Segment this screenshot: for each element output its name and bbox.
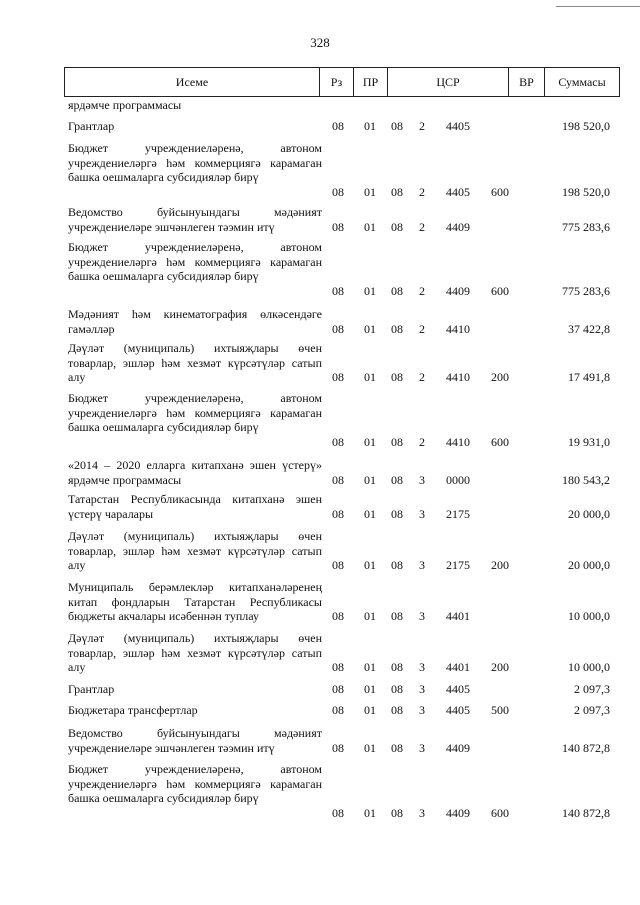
row-c2: 2: [419, 435, 425, 449]
row-pr: 01: [364, 220, 376, 234]
row-sum: 17 491,8: [568, 370, 610, 384]
row-c2: 3: [419, 682, 425, 696]
row-pr: 01: [364, 119, 376, 133]
row-rz: 08: [332, 284, 344, 298]
page-number: 328: [310, 35, 330, 50]
row-sum: 198 520,0: [562, 119, 610, 133]
table-row: [0, 762, 640, 820]
row-c1: 08: [391, 660, 403, 674]
table-row: [0, 726, 640, 755]
row-c1: 08: [391, 703, 403, 717]
table-row: [0, 682, 640, 696]
row-pr: 01: [364, 473, 376, 487]
row-rz: 08: [332, 185, 344, 199]
row-rz: 08: [332, 660, 344, 674]
row-rz: 08: [332, 558, 344, 572]
row-vr: 600: [491, 806, 509, 820]
row-rz: 08: [332, 370, 344, 384]
row-c2: 2: [419, 322, 425, 336]
row-c2: 3: [419, 741, 425, 755]
row-sum: 10 000,0: [568, 660, 610, 674]
table-row: [0, 631, 640, 674]
header-rz: Рз: [320, 68, 354, 96]
table-row: [0, 458, 640, 487]
row-c1: 08: [391, 370, 403, 384]
row-c2: 3: [419, 806, 425, 820]
row-name: Бюджет учреждениеләренә, автоном учреждениеләргә һәм коммерциягә карамаган башка оешмаларга субсидияләр бирү: [68, 762, 322, 805]
row-name: Дәүләт (муниципаль) ихтыяҗлары өчен товарлар, эшләр һәм хезмәт күрсәтүләр сатып алу: [68, 631, 322, 674]
row-name: Ведомство буйсынуындагы мәдәният учреждениеләре эшчәнлеген тәэмин итү: [68, 205, 322, 234]
table-row: [0, 141, 640, 199]
row-sum: 140 872,8: [562, 806, 610, 820]
row-c3: 4401: [446, 609, 470, 623]
table-row: [0, 529, 640, 572]
row-c3: 4410: [446, 322, 470, 336]
header-vr: ВР: [509, 68, 545, 96]
table-row: [0, 703, 640, 717]
row-name: Бюджет учреждениеләренә, автоном учреждениеләргә һәм коммерциягә карамаган башка оешмаларга субсидияләр бирү: [68, 391, 322, 434]
row-c2: 2: [419, 284, 425, 298]
table-row: [0, 119, 640, 133]
row-rz: 08: [332, 473, 344, 487]
row-c1: 08: [391, 185, 403, 199]
row-name: Муниципаль берәмлекләр китапханәләренең китап фондларын Татарстан Республикасы бюджеты акчалары исәбеннән туплау: [68, 580, 322, 623]
row-rz: 08: [332, 609, 344, 623]
header-name: Исеме: [65, 68, 320, 96]
row-c1: 08: [391, 558, 403, 572]
row-sum: 20 000,0: [568, 507, 610, 521]
table-row: [0, 307, 640, 336]
row-c2: 3: [419, 609, 425, 623]
table-row: [0, 205, 640, 234]
table-row: [0, 492, 640, 521]
row-c2: 3: [419, 558, 425, 572]
row-name: Бюджет учреждениеләренә, автоном учреждениеләргә һәм коммерциягә карамаган башка оешмаларга субсидияләр бирү: [68, 141, 322, 184]
row-c1: 08: [391, 609, 403, 623]
table-row: [0, 391, 640, 449]
row-pr: 01: [364, 185, 376, 199]
row-c1: 08: [391, 741, 403, 755]
row-c1: 08: [391, 322, 403, 336]
row-name: Мәдәният һәм кинематография өлкәсендәге гамәлләр: [68, 307, 322, 336]
row-name: Грантлар: [68, 682, 115, 696]
row-c1: 08: [391, 119, 403, 133]
row-c3: 4409: [446, 284, 470, 298]
row-vr: 600: [491, 185, 509, 199]
row-rz: 08: [332, 507, 344, 521]
row-sum: 37 422,8: [568, 322, 610, 336]
row-sum: 20 000,0: [568, 558, 610, 572]
row-c2: 3: [419, 660, 425, 674]
row-c1: 08: [391, 806, 403, 820]
table-row: [0, 240, 640, 298]
row-pr: 01: [364, 660, 376, 674]
row-name: Дәүләт (муниципаль) ихтыяҗлары өчен товарлар, эшләр һәм хезмәт күрсәтүләр сатып алу: [68, 341, 322, 384]
row-rz: 08: [332, 435, 344, 449]
row-pr: 01: [364, 435, 376, 449]
row-pr: 01: [364, 284, 376, 298]
row-c2: 3: [419, 703, 425, 717]
row-c3: 4410: [446, 370, 470, 384]
row-rz: 08: [332, 220, 344, 234]
row-vr: 600: [491, 284, 509, 298]
row-c2: 3: [419, 473, 425, 487]
row-c3: 4405: [446, 682, 470, 696]
row-c3: 4401: [446, 660, 470, 674]
row-sum: 198 520,0: [562, 185, 610, 199]
row-sum: 10 000,0: [568, 609, 610, 623]
row-sum: 775 283,6: [562, 284, 610, 298]
row-pr: 01: [364, 703, 376, 717]
row-c2: 2: [419, 119, 425, 133]
row-c2: 2: [419, 220, 425, 234]
row-c3: 4410: [446, 435, 470, 449]
row-sum: 2 097,3: [574, 682, 610, 696]
row-name: ярдәмче программасы: [68, 98, 182, 112]
row-vr: 200: [491, 370, 509, 384]
row-name: Татарстан Республикасында китапханә эшен үстерү чаралары: [68, 492, 322, 521]
row-c2: 3: [419, 507, 425, 521]
row-pr: 01: [364, 507, 376, 521]
row-c1: 08: [391, 284, 403, 298]
row-c1: 08: [391, 435, 403, 449]
table-row: [0, 580, 640, 623]
row-sum: 140 872,8: [562, 741, 610, 755]
row-name: Ведомство буйсынуындагы мәдәният учреждениеләре эшчәнлеген тәэмин итү: [68, 726, 322, 755]
row-pr: 01: [364, 370, 376, 384]
row-rz: 08: [332, 682, 344, 696]
row-rz: 08: [332, 703, 344, 717]
row-name: Дәүләт (муниципаль) ихтыяҗлары өчен товарлар, эшләр һәм хезмәт күрсәтүләр сатып алу: [68, 529, 322, 572]
row-vr: 600: [491, 435, 509, 449]
row-c3: 4409: [446, 806, 470, 820]
row-pr: 01: [364, 806, 376, 820]
row-pr: 01: [364, 682, 376, 696]
row-pr: 01: [364, 741, 376, 755]
row-rz: 08: [332, 119, 344, 133]
row-c1: 08: [391, 507, 403, 521]
row-c3: 4405: [446, 185, 470, 199]
row-sum: 180 543,2: [562, 473, 610, 487]
header-pr: ПР: [354, 68, 388, 96]
row-c3: 4405: [446, 119, 470, 133]
row-c2: 2: [419, 370, 425, 384]
row-name: Бюджет учреждениеләренә, автоном учреждениеләргә һәм коммерциягә карамаган башка оешмаларга субсидияләр бирү: [68, 240, 322, 283]
row-sum: 2 097,3: [574, 703, 610, 717]
row-rz: 08: [332, 322, 344, 336]
table-row: [0, 341, 640, 384]
row-c3: 2175: [446, 507, 470, 521]
row-name: «2014 – 2020 елларга китапханә эшен үстерү» ярдәмче программасы: [68, 458, 322, 487]
row-pr: 01: [364, 322, 376, 336]
row-pr: 01: [364, 609, 376, 623]
continuation-row: [0, 98, 640, 112]
header-sum: Суммасы: [558, 74, 606, 89]
row-rz: 08: [332, 806, 344, 820]
row-sum: 775 283,6: [562, 220, 610, 234]
row-c2: 2: [419, 185, 425, 199]
row-name: Грантлар: [68, 119, 115, 133]
row-c3: 4409: [446, 741, 470, 755]
header-csr: ЦСР: [388, 68, 509, 96]
row-vr: 500: [491, 703, 509, 717]
row-rz: 08: [332, 741, 344, 755]
row-pr: 01: [364, 558, 376, 572]
row-vr: 200: [491, 660, 509, 674]
row-c1: 08: [391, 473, 403, 487]
row-c3: 4405: [446, 703, 470, 717]
row-vr: 200: [491, 558, 509, 572]
row-name: Бюджетара трансфертлар: [68, 703, 198, 717]
row-c3: 2175: [446, 558, 470, 572]
row-sum: 19 931,0: [568, 435, 610, 449]
row-c3: 0000: [446, 473, 470, 487]
row-c3: 4409: [446, 220, 470, 234]
row-c1: 08: [391, 682, 403, 696]
row-c1: 08: [391, 220, 403, 234]
